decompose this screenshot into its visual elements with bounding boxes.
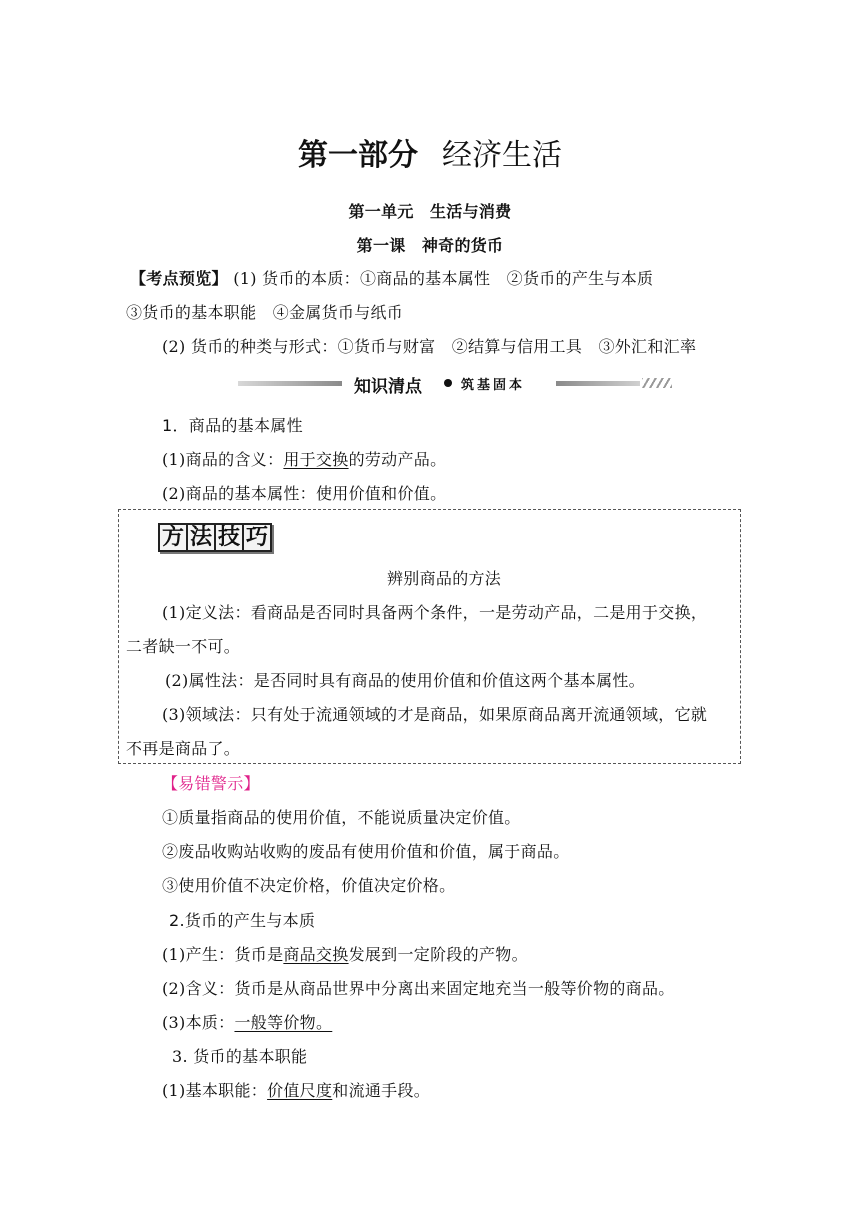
method-p1b: 二者缺一不可。 [126,637,241,656]
part-name: 经济生活 [442,138,562,173]
warning-item-3: ③使用价值不决定价格，价值决定价格。 [162,876,456,895]
warning-item-2: ②废品收购站收购的废品有使用价值和价值，属于商品。 [162,842,570,861]
s1-line-1-underlined: 用于交换 [283,450,349,469]
lesson-title: 第一课 神奇的货币 [356,236,504,255]
method-p1a: (1)定义法：看商品是否同时具备两个条件，一是劳动产品，二是用于交换， [162,603,708,622]
s2-line-2: (2)含义：货币是从商品世界中分离出来固定地充当一般等价物的商品。 [162,979,675,998]
method-badge [158,523,270,555]
badge-char-1: 方 [158,523,188,552]
badge-char-4: 巧 [242,523,272,552]
banner-bar-left [238,381,342,386]
banner-bar-right [556,381,640,386]
section-banner [238,372,672,397]
s3-line-1-underlined: 价值尺度 [267,1081,333,1100]
method-p3a: (3)领域法：只有处于流通领域的才是商品，如果原商品离开流通领域，它就 [162,705,708,724]
s2-line-3 [162,1012,332,1034]
badge-char-3: 技 [214,523,244,552]
page-title [0,130,860,174]
banner-subtitle: 筑基固本 [461,378,526,393]
unit-title: 第一单元 生活与消费 [348,202,512,221]
banner-title: 知识清点 [354,377,422,397]
badge-char-2: 法 [186,523,216,552]
preview-line-1 [130,268,653,290]
s2-heading: 2.货币的产生与本质 [169,911,316,930]
s3-line-1 [162,1080,430,1102]
preview-label: 【考点预览】 [130,269,228,288]
banner-dot-icon [444,379,452,387]
preview-line-3: (2) 货币的种类与形式：①货币与财富 ②结算与信用工具 ③外汇和汇率 [162,337,697,356]
s2-line-3-pre: (3)本质： [162,1013,235,1032]
method-p2: (2)属性法：是否同时具有商品的使用价值和价值这两个基本属性。 [165,671,645,690]
s3-line-1-post: 和流通手段。 [332,1081,431,1100]
method-p3b: 不再是商品了。 [126,739,241,758]
banner-hatch [642,378,672,388]
s3-line-1-pre: (1)基本职能： [162,1081,268,1100]
s2-line-1-post: 发展到一定阶段的产物。 [348,945,528,964]
warning-label: 【易错警示】 [162,774,260,793]
preview-text-1: (1) 货币的本质：①商品的基本属性 ②货币的产生与本质 [233,269,654,288]
s1-line-2: (2)商品的基本属性：使用价值和价值。 [162,484,447,503]
warning-item-1: ①质量指商品的使用价值，不能说质量决定价值。 [162,808,521,827]
s2-line-1 [162,944,528,966]
s2-line-3-underlined: 一般等价物。 [234,1013,333,1032]
s3-heading: 3. 货币的基本职能 [172,1047,308,1066]
part-title: 第一部分 [298,138,418,173]
s1-heading: 1．商品的基本属性 [162,416,303,435]
s1-line-1 [162,449,446,471]
method-heading: 辨别商品的方法 [387,569,502,588]
s2-line-1-pre: (1)产生：货币是 [162,945,284,964]
s1-line-1-post: 的劳动产品。 [348,450,447,469]
preview-line-2: ③货币的基本职能 ④金属货币与纸币 [126,303,404,322]
s1-line-1-pre: (1)商品的含义： [162,450,284,469]
s2-line-1-underlined: 商品交换 [283,945,349,964]
